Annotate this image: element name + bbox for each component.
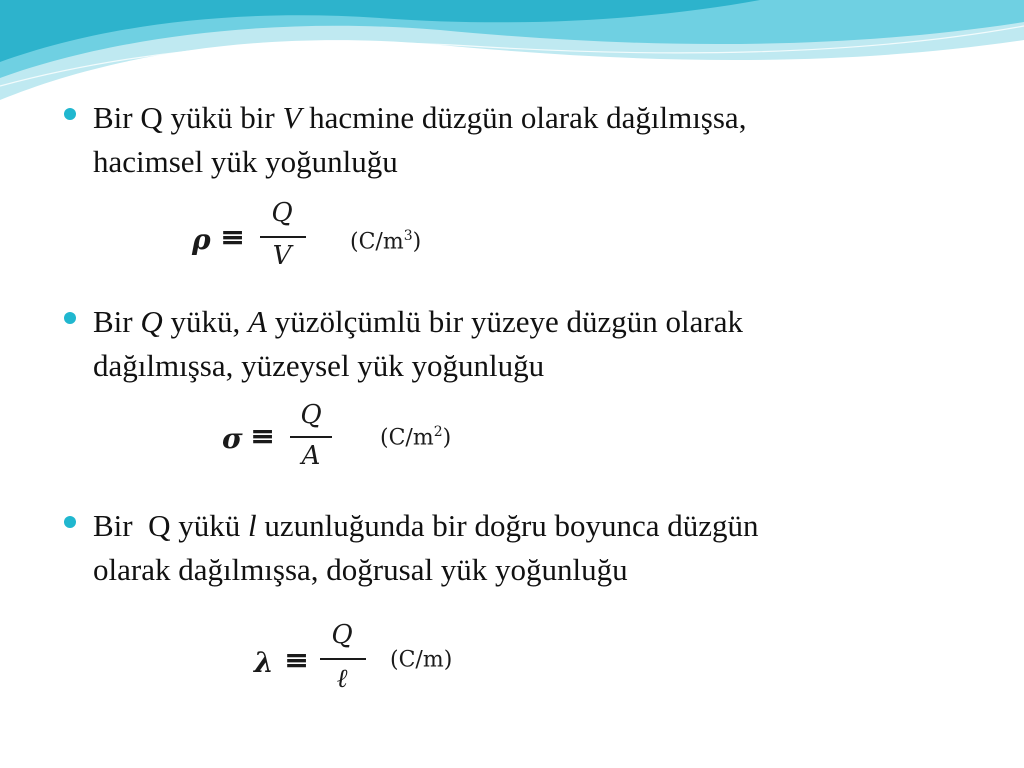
fraction-bar (260, 236, 306, 238)
formula-unit (380, 424, 451, 450)
unit-text: (C/m (350, 229, 404, 255)
formula-unit (390, 646, 452, 672)
text-run: yükü, (162, 304, 249, 339)
text-run-italic: l (248, 508, 257, 543)
unit-text: ) (442, 425, 452, 451)
formula-unit (350, 228, 421, 254)
text-run: Bir Q yükü bir (93, 100, 283, 135)
text-run: hacmine düzgün olarak dağılmışsa, (301, 100, 747, 135)
bullet-dot-icon (64, 312, 76, 324)
text-run: Bir (93, 304, 141, 339)
formula-equiv: ≡ (284, 643, 310, 678)
formula-numerator: Q (331, 620, 353, 650)
text-run: hacimsel yük yoğunluğu (93, 144, 398, 179)
bullet-text (93, 96, 964, 184)
unit-text: ) (412, 229, 422, 255)
formula-equiv: ≡ (220, 220, 246, 255)
bullet-text (93, 300, 964, 388)
bullet-text (93, 504, 964, 592)
formula-surface-density (210, 392, 345, 480)
formula-equiv: ≡ (250, 419, 276, 454)
bullet-dot-icon (64, 108, 76, 120)
bullet-item (64, 300, 964, 388)
unit-text: (C/m) (390, 647, 453, 673)
text-run: olarak dağılmışsa, doğrusal yük yoğunluğu (93, 552, 628, 587)
formula-denominator: V (272, 241, 292, 271)
text-run: dağılmışsa, yüzeysel yük yoğunluğu (93, 348, 545, 383)
formula-line-density (224, 604, 396, 724)
text-run: uzunluğunda bir doğru boyunca düzgün (256, 508, 759, 543)
fraction-bar (290, 436, 332, 438)
text-run-italic: Q (140, 304, 163, 339)
formula-denominator: A (301, 441, 321, 471)
text-run-italic: A (248, 304, 267, 339)
formula-volume-density (176, 186, 326, 286)
formula-numerator: Q (300, 400, 322, 430)
bullet-dot-icon (64, 516, 76, 528)
text-run: yüzölçümlü bir yüzeye düzgün olarak (266, 304, 743, 339)
unit-text: (C/m (380, 425, 434, 451)
bullet-item (64, 504, 964, 592)
fraction-bar (320, 658, 366, 660)
bullet-item (64, 96, 964, 184)
formula-symbol: σ (222, 422, 243, 455)
text-run-italic: V (282, 100, 302, 135)
unit-exponent: 3 (403, 228, 413, 244)
text-run: Bir Q yükü (93, 508, 248, 543)
formula-symbol: λ (254, 646, 274, 679)
formula-denominator: ℓ (336, 664, 348, 694)
formula-numerator: Q (271, 198, 293, 228)
formula-symbol: ρ (192, 223, 211, 256)
unit-exponent: 2 (433, 424, 443, 440)
